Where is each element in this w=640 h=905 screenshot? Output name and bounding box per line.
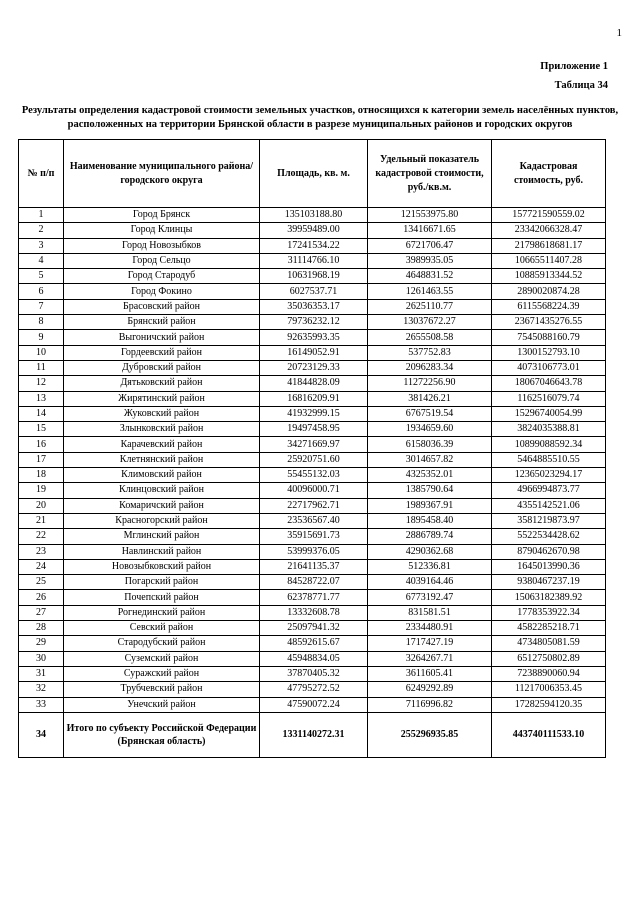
- table-body: [19, 208, 606, 713]
- table-row: [19, 590, 606, 605]
- row-cadastral-value: 10899088592.34: [492, 437, 606, 452]
- row-area: 17241534.22: [260, 238, 368, 253]
- row-number: 26: [19, 590, 64, 605]
- row-area: 37870405.32: [260, 666, 368, 681]
- row-area: 21641135.37: [260, 559, 368, 574]
- row-district: Комаричский район: [64, 498, 260, 513]
- table-row: [19, 666, 606, 681]
- row-cadastral-value: 1778353922.34: [492, 605, 606, 620]
- row-district: Севский район: [64, 621, 260, 636]
- row-specific-value: 1385790.64: [368, 483, 492, 498]
- row-district: Карачевский район: [64, 437, 260, 452]
- row-number: 2: [19, 223, 64, 238]
- row-specific-value: 2655508.58: [368, 330, 492, 345]
- row-area: 40096000.71: [260, 483, 368, 498]
- row-area: 10631968.19: [260, 269, 368, 284]
- row-specific-value: 2334480.91: [368, 621, 492, 636]
- row-cadastral-value: 7238890060.94: [492, 666, 606, 681]
- row-district: Красногорский район: [64, 513, 260, 528]
- row-area: 48592615.67: [260, 636, 368, 651]
- row-area: 35036353.17: [260, 299, 368, 314]
- table-row: [19, 238, 606, 253]
- row-area: 19497458.95: [260, 422, 368, 437]
- row-district: Мглинский район: [64, 529, 260, 544]
- row-cadastral-value: 8790462670.98: [492, 544, 606, 559]
- row-number: 3: [19, 238, 64, 253]
- row-cadastral-value: 9380467237.19: [492, 575, 606, 590]
- row-area: 16816209.91: [260, 391, 368, 406]
- table-row: [19, 498, 606, 513]
- row-district: Дятьковский район: [64, 376, 260, 391]
- row-district: Злынковский район: [64, 422, 260, 437]
- row-district: Брянский район: [64, 315, 260, 330]
- row-number: 25: [19, 575, 64, 590]
- row-specific-value: 4648831.52: [368, 269, 492, 284]
- row-specific-value: 7116996.82: [368, 697, 492, 712]
- row-area: 35915691.73: [260, 529, 368, 544]
- table-row: [19, 360, 606, 375]
- row-area: 45948834.05: [260, 651, 368, 666]
- row-number: 9: [19, 330, 64, 345]
- row-area: 135103188.80: [260, 208, 368, 223]
- row-district: Суражский район: [64, 666, 260, 681]
- row-district: Стародубский район: [64, 636, 260, 651]
- row-area: 39959489.00: [260, 223, 368, 238]
- row-specific-value: 2096283.34: [368, 360, 492, 375]
- row-district: Город Клинцы: [64, 223, 260, 238]
- page-number: 1: [616, 27, 622, 39]
- row-number: 5: [19, 269, 64, 284]
- row-number: 18: [19, 468, 64, 483]
- row-cadastral-value: 12365023294.17: [492, 468, 606, 483]
- row-specific-value: 381426.21: [368, 391, 492, 406]
- row-area: 31114766.10: [260, 253, 368, 268]
- row-district: Жирятинский район: [64, 391, 260, 406]
- row-cadastral-value: 3581219873.97: [492, 513, 606, 528]
- row-cadastral-value: 11217006353.45: [492, 682, 606, 697]
- total-cadastral-value: 443740111533.10: [492, 712, 606, 757]
- row-district: Город Сельцо: [64, 253, 260, 268]
- row-district: Навлинский район: [64, 544, 260, 559]
- total-area: 1331140272.31: [260, 712, 368, 757]
- row-specific-value: 1717427.19: [368, 636, 492, 651]
- row-area: 41932999.15: [260, 406, 368, 421]
- row-cadastral-value: 6512750802.89: [492, 651, 606, 666]
- row-district: Дубровский район: [64, 360, 260, 375]
- table-row: [19, 253, 606, 268]
- table-row: [19, 406, 606, 421]
- table-row: [19, 483, 606, 498]
- table-row: [19, 330, 606, 345]
- table-row: [19, 697, 606, 712]
- row-cadastral-value: 5522534428.62: [492, 529, 606, 544]
- row-cadastral-value: 18067046643.78: [492, 376, 606, 391]
- table-row: [19, 651, 606, 666]
- row-cadastral-value: 157721590559.02: [492, 208, 606, 223]
- table-row: [19, 529, 606, 544]
- total-specific-value: 255296935.85: [368, 712, 492, 757]
- annex-label: Приложение 1: [540, 61, 608, 72]
- table-row: [19, 223, 606, 238]
- row-specific-value: 6249292.89: [368, 682, 492, 697]
- total-label: Итого по субъекту Российской Федерации (Брянская область): [64, 712, 260, 757]
- row-cadastral-value: 1300152793.10: [492, 345, 606, 360]
- table-row: [19, 376, 606, 391]
- cadastral-value-table: [18, 139, 606, 758]
- table-row: [19, 636, 606, 651]
- table-row: [19, 315, 606, 330]
- row-area: 20723129.33: [260, 360, 368, 375]
- row-district: Унечский район: [64, 697, 260, 712]
- row-number: 15: [19, 422, 64, 437]
- table-row: [19, 513, 606, 528]
- row-area: 41844828.09: [260, 376, 368, 391]
- row-cadastral-value: 2890020874.28: [492, 284, 606, 299]
- row-number: 30: [19, 651, 64, 666]
- row-area: 16149052.91: [260, 345, 368, 360]
- row-specific-value: 6767519.54: [368, 406, 492, 421]
- total-number: 34: [19, 712, 64, 757]
- row-cadastral-value: 17282594120.35: [492, 697, 606, 712]
- row-area: 92635993.35: [260, 330, 368, 345]
- table-row: [19, 452, 606, 467]
- row-specific-value: 13416671.65: [368, 223, 492, 238]
- row-number: 12: [19, 376, 64, 391]
- row-area: 47795272.52: [260, 682, 368, 697]
- row-cadastral-value: 1162516079.74: [492, 391, 606, 406]
- row-district: Брасовский район: [64, 299, 260, 314]
- row-area: 6027537.71: [260, 284, 368, 299]
- row-district: Клетнянский район: [64, 452, 260, 467]
- row-area: 84528722.07: [260, 575, 368, 590]
- row-specific-value: 1261463.55: [368, 284, 492, 299]
- row-specific-value: 11272256.90: [368, 376, 492, 391]
- table-row: [19, 299, 606, 314]
- row-number: 7: [19, 299, 64, 314]
- row-number: 17: [19, 452, 64, 467]
- table-row: [19, 605, 606, 620]
- row-number: 21: [19, 513, 64, 528]
- row-cadastral-value: 10885913344.52: [492, 269, 606, 284]
- row-area: 53999376.05: [260, 544, 368, 559]
- row-specific-value: 3989935.05: [368, 253, 492, 268]
- row-area: 25097941.32: [260, 621, 368, 636]
- row-specific-value: 6773192.47: [368, 590, 492, 605]
- row-number: 13: [19, 391, 64, 406]
- row-area: 13332608.78: [260, 605, 368, 620]
- row-number: 1: [19, 208, 64, 223]
- header-area: Площадь, кв. м.: [260, 140, 368, 208]
- row-specific-value: 4039164.46: [368, 575, 492, 590]
- row-district: Город Брянск: [64, 208, 260, 223]
- document-heading: Результаты определения кадастровой стоимости земельных участков, относящихся к категории земель населённых пунктов, расположенных на территории Брянской области в разрезе муниципальных районов и городских округов: [21, 105, 619, 130]
- row-cadastral-value: 4073106773.01: [492, 360, 606, 375]
- row-area: 22717962.71: [260, 498, 368, 513]
- row-specific-value: 2886789.74: [368, 529, 492, 544]
- row-district: Клинцовский район: [64, 483, 260, 498]
- table-row: [19, 544, 606, 559]
- row-cadastral-value: 7545088160.79: [492, 330, 606, 345]
- row-specific-value: 4325352.01: [368, 468, 492, 483]
- table-row: [19, 345, 606, 360]
- row-cadastral-value: 4582285218.71: [492, 621, 606, 636]
- row-specific-value: 2625110.77: [368, 299, 492, 314]
- row-number: 6: [19, 284, 64, 299]
- table-row: [19, 391, 606, 406]
- row-cadastral-value: 6115568224.39: [492, 299, 606, 314]
- header-cadastral-value: Кадастровая стоимость, руб.: [492, 140, 606, 208]
- row-cadastral-value: 15063182389.92: [492, 590, 606, 605]
- row-specific-value: 121553975.80: [368, 208, 492, 223]
- row-cadastral-value: 1645013990.36: [492, 559, 606, 574]
- row-specific-value: 6158036.39: [368, 437, 492, 452]
- row-cadastral-value: 3824035388.81: [492, 422, 606, 437]
- row-number: 32: [19, 682, 64, 697]
- row-cadastral-value: 4966994873.77: [492, 483, 606, 498]
- row-area: 55455132.03: [260, 468, 368, 483]
- row-cadastral-value: 4355142521.06: [492, 498, 606, 513]
- row-cadastral-value: 10665511407.28: [492, 253, 606, 268]
- table-row: [19, 269, 606, 284]
- row-district: Выгоничский район: [64, 330, 260, 345]
- table-row: [19, 284, 606, 299]
- row-number: 31: [19, 666, 64, 681]
- row-number: 19: [19, 483, 64, 498]
- row-area: 23536567.40: [260, 513, 368, 528]
- table-number: Таблица 34: [554, 80, 608, 91]
- row-cadastral-value: 23342066328.47: [492, 223, 606, 238]
- row-area: 25920751.60: [260, 452, 368, 467]
- table-header-row: [19, 140, 606, 208]
- row-specific-value: 512336.81: [368, 559, 492, 574]
- row-specific-value: 1934659.60: [368, 422, 492, 437]
- row-district: Город Стародуб: [64, 269, 260, 284]
- row-cadastral-value: 5464885510.55: [492, 452, 606, 467]
- table-row: [19, 682, 606, 697]
- row-specific-value: 4290362.68: [368, 544, 492, 559]
- row-area: 47590072.24: [260, 697, 368, 712]
- row-area: 79736232.12: [260, 315, 368, 330]
- row-district: Климовский район: [64, 468, 260, 483]
- row-number: 10: [19, 345, 64, 360]
- row-specific-value: 13037672.27: [368, 315, 492, 330]
- table-row: [19, 422, 606, 437]
- table-row: [19, 437, 606, 452]
- row-specific-value: 831581.51: [368, 605, 492, 620]
- row-number: 4: [19, 253, 64, 268]
- header-district: Наименование муниципального района/городского округа: [64, 140, 260, 208]
- row-specific-value: 3264267.71: [368, 651, 492, 666]
- table-row: [19, 559, 606, 574]
- table-row: [19, 468, 606, 483]
- row-district: Суземский район: [64, 651, 260, 666]
- row-district: Гордеевский район: [64, 345, 260, 360]
- table-row: [19, 208, 606, 223]
- row-number: 14: [19, 406, 64, 421]
- row-number: 16: [19, 437, 64, 452]
- row-number: 29: [19, 636, 64, 651]
- row-district: Рогнединский район: [64, 605, 260, 620]
- row-number: 33: [19, 697, 64, 712]
- header-number: № п/п: [19, 140, 64, 208]
- row-specific-value: 3014657.82: [368, 452, 492, 467]
- row-district: Жуковский район: [64, 406, 260, 421]
- total-row: [19, 712, 606, 757]
- row-cadastral-value: 21798618681.17: [492, 238, 606, 253]
- row-area: 62378771.77: [260, 590, 368, 605]
- row-number: 23: [19, 544, 64, 559]
- row-district: Новозыбковский район: [64, 559, 260, 574]
- row-number: 24: [19, 559, 64, 574]
- row-cadastral-value: 23671435276.55: [492, 315, 606, 330]
- row-cadastral-value: 15296740054.99: [492, 406, 606, 421]
- row-number: 11: [19, 360, 64, 375]
- row-district: Почепский район: [64, 590, 260, 605]
- row-specific-value: 3611605.41: [368, 666, 492, 681]
- row-cadastral-value: 4734805081.59: [492, 636, 606, 651]
- row-specific-value: 1895458.40: [368, 513, 492, 528]
- row-number: 20: [19, 498, 64, 513]
- row-number: 27: [19, 605, 64, 620]
- row-number: 28: [19, 621, 64, 636]
- row-specific-value: 537752.83: [368, 345, 492, 360]
- row-district: Погарский район: [64, 575, 260, 590]
- row-number: 22: [19, 529, 64, 544]
- row-specific-value: 6721706.47: [368, 238, 492, 253]
- table-row: [19, 575, 606, 590]
- table-row: [19, 621, 606, 636]
- row-district: Город Фокино: [64, 284, 260, 299]
- row-district: Город Новозыбков: [64, 238, 260, 253]
- header-specific-value: Удельный показатель кадастровой стоимости, руб./кв.м.: [368, 140, 492, 208]
- row-number: 8: [19, 315, 64, 330]
- row-district: Трубчевский район: [64, 682, 260, 697]
- row-area: 34271669.97: [260, 437, 368, 452]
- row-specific-value: 1989367.91: [368, 498, 492, 513]
